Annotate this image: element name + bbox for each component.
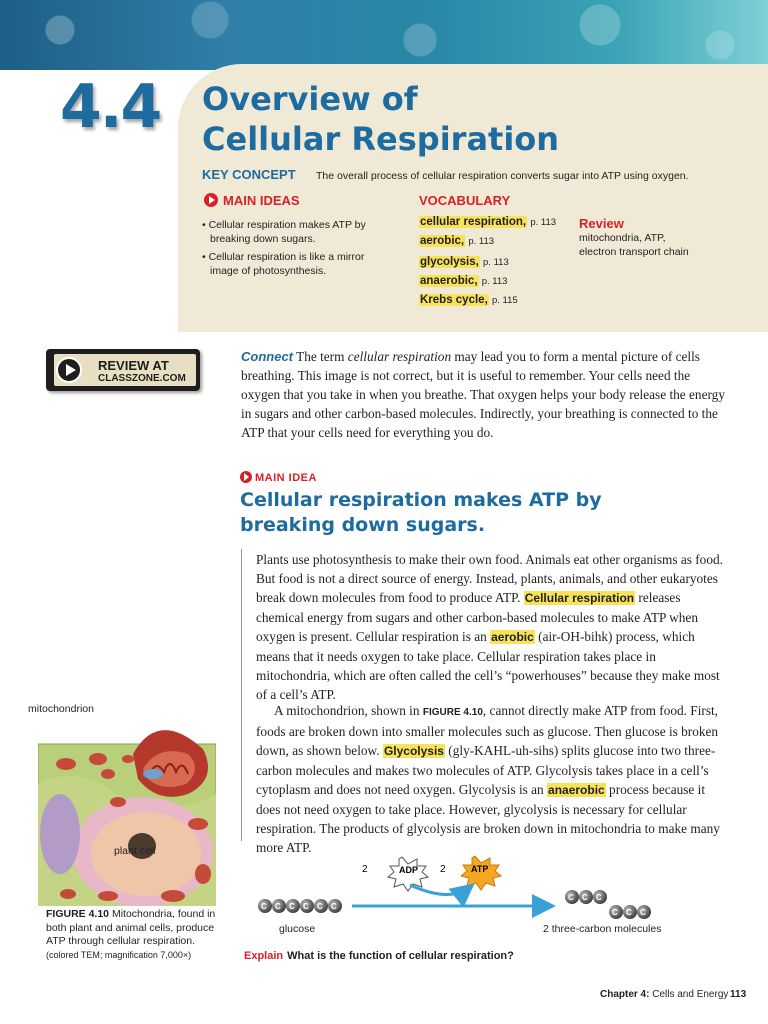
vocab-term	[419, 256, 509, 268]
three-carbon-molecule	[565, 890, 607, 904]
body-text: releases chemical energy from sugars and other carbon-based molecules to make ATP when oxygen is present. Cellular respiration is an	[256, 590, 698, 644]
vocab-term	[419, 275, 507, 287]
body-paragraph-2	[256, 701, 724, 857]
review-text: mitochondria, ATP,	[579, 232, 666, 244]
figure-caption	[46, 908, 228, 962]
vocab-page: p. 113	[483, 257, 509, 268]
vocab-term-text: glycolysis,	[420, 256, 479, 268]
carbon-label: C	[289, 902, 295, 911]
vocab-term-text: anaerobic,	[420, 275, 478, 287]
carbon-label: C	[596, 893, 602, 902]
vocab-page: p. 115	[491, 295, 518, 306]
body-text: (gly-KAHL-uh-sihs) splits glucose into two three-carbon molecules and makes two molecules of ATP. Glycolysis takes place in a cell’s cytoplasm and does not need oxygen. Glycolysis is an	[256, 743, 716, 797]
vocab-highlight: aerobic	[491, 630, 534, 644]
carbon-label: C	[331, 902, 337, 911]
vocab-highlight: Cellular respiration	[524, 591, 635, 605]
carbon-label: C	[317, 902, 323, 911]
body-text: process because it does not need oxygen to take place. However, glycolysis is necessary for cellular respiration. The products of glycolysis are broken down in mitochondria to make many more ATP.	[256, 782, 720, 855]
main-ideas-heading-text: MAIN IDEAS	[223, 193, 300, 208]
review-text: electron transport chain	[579, 246, 689, 258]
key-concept-text: The overall process of cellular respiration converts sugar into ATP using oxygen.	[316, 170, 689, 182]
page-footer	[600, 989, 728, 1000]
carbon-label: C	[640, 908, 646, 917]
play-arrow-icon	[240, 471, 252, 483]
figure-label-mitochondrion: mitochondrion	[28, 703, 94, 715]
figure-label-plant-cell: plant cell	[114, 845, 156, 857]
vocab-page: p. 113	[468, 236, 495, 247]
figure-caption-label: FIGURE 4.10	[46, 908, 110, 920]
carbon-label: C	[261, 902, 267, 911]
classzone-review-badge[interactable]	[46, 349, 200, 391]
carbon-label: C	[303, 902, 309, 911]
section-title-line1: Overview of	[202, 80, 418, 118]
classzone-line1: REVIEW AT	[98, 358, 169, 373]
carbon-label: C	[626, 908, 632, 917]
atp-label: ATP	[471, 864, 489, 874]
connect-text: The term	[296, 349, 348, 364]
vocab-highlight: anaerobic	[548, 783, 605, 797]
vocab-term	[419, 235, 494, 247]
explain-question	[244, 950, 514, 962]
vocab-term-text: Krebs cycle,	[420, 294, 488, 306]
adp-count: 2	[362, 864, 368, 875]
figure-reference: FIGURE 4.10	[422, 707, 483, 718]
header-banner	[0, 0, 768, 70]
figure-caption-note: (colored TEM; magnification 7,000×)	[46, 949, 192, 960]
carbon-label: C	[612, 908, 618, 917]
three-carbon-label: 2 three-carbon molecules	[543, 923, 662, 935]
main-ideas-heading	[204, 193, 300, 208]
connect-label: Connect	[241, 349, 293, 364]
three-carbon-molecule	[609, 905, 651, 919]
connect-paragraph	[241, 347, 731, 442]
vocab-term	[419, 216, 556, 228]
explain-label: Explain	[244, 950, 284, 962]
body-text: (air-OH-bihk) process, which means that it needs oxygen to take place. Cellular respiration takes place in mitochondria, which are often called the cell’s “powerhouses” because they make most of a cell’s ATP.	[256, 629, 720, 702]
carbon-label: C	[582, 893, 588, 902]
vocabulary-heading: VOCABULARY	[419, 193, 511, 208]
main-idea-tag	[240, 471, 317, 484]
glucose-molecule	[258, 899, 342, 913]
body-text: Plants use photosynthesis to make their own food. Animals eat other organisms as food. But food is not a direct source of energy. Instead, plants, animals, and other eukaryotes break down molecules from food to produce ATP.	[256, 552, 723, 605]
section-title-line2: Cellular Respiration	[202, 120, 560, 158]
vocab-page: p. 113	[481, 276, 508, 287]
figure-caption-text: Mitochondria, found in both plant and animal cells, produce ATP through cellular respiration.	[46, 908, 216, 947]
plant-cell-micrograph	[38, 724, 216, 906]
footer-chapter-title: Cells and Energy	[652, 989, 729, 1000]
key-concept-label: KEY CONCEPT	[202, 167, 296, 182]
connect-text: may lead you to form a mental picture of cells breathing. This image is not correct, but it is useful to remember. Your cells need the oxygen that you take in when you breathe. That oxygen helps your body release the energy in sugars and other carbon-based molecules. Indirectly, your breathing is connected to the ATP that your cells need for everything you do.	[241, 349, 725, 440]
page-number: 113	[730, 989, 747, 1000]
text-rule	[241, 549, 242, 841]
body-text: , cannot directly make ATP from food. First, foods are broken down into smaller molecules such as glucose. Then glucose is broken down, as shown below.	[256, 703, 719, 758]
body-text: A mitochondrion, shown in	[274, 703, 423, 718]
main-idea-item: • Cellular respiration is like a mirror image of photosynthesis.	[202, 251, 365, 277]
classzone-line2: CLASSZONE.COM	[98, 373, 186, 384]
main-idea-item: • Cellular respiration makes ATP by breaking down sugars.	[202, 219, 366, 245]
atp-count: 2	[440, 864, 446, 875]
vocab-term-text: aerobic,	[420, 235, 465, 247]
review-heading: Review	[579, 216, 624, 231]
main-idea-tag-text: MAIN IDEA	[255, 472, 317, 484]
vocab-term-text: cellular respiration,	[420, 216, 527, 228]
vocab-page: p. 113	[530, 217, 557, 228]
play-icon	[56, 357, 82, 383]
footer-chapter: Chapter 4:	[600, 989, 650, 1000]
body-paragraph-1	[256, 550, 724, 704]
vocab-highlight: Glycolysis	[383, 744, 444, 758]
carbon-label: C	[568, 893, 574, 902]
adp-label: ADP	[399, 865, 419, 875]
play-arrow-icon	[204, 193, 218, 207]
explain-text: What is the function of cellular respiration?	[287, 950, 514, 962]
section-number: 4.4	[60, 72, 161, 142]
main-idea-heading: Cellular respiration makes ATP by breaking down sugars.	[240, 489, 602, 536]
carbon-label: C	[275, 902, 281, 911]
connect-italic: cellular respiration	[347, 349, 452, 364]
vocab-term	[419, 294, 518, 306]
glucose-label: glucose	[279, 923, 316, 935]
